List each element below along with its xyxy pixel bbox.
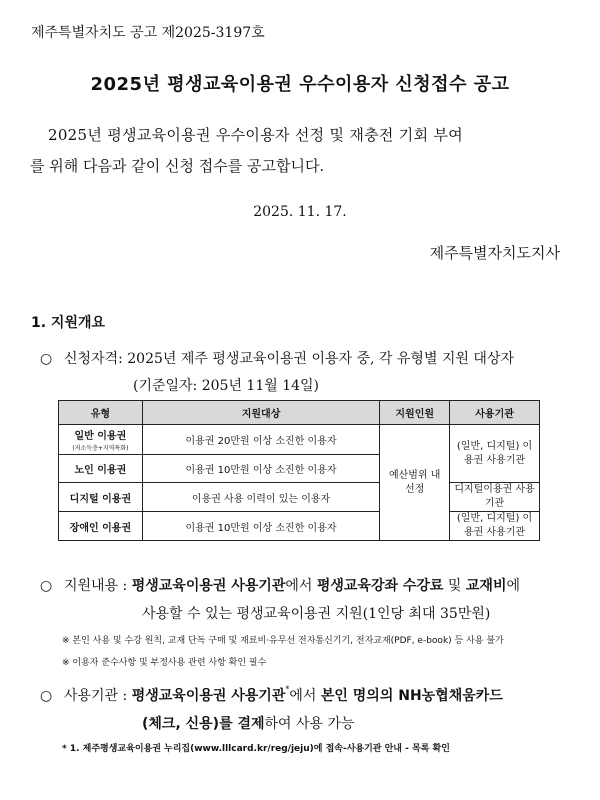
table-row [59,512,540,541]
intro-line-2: 를 위해 다음과 같이 신청 접수를 공고합니다. [30,157,325,175]
target-cell: 이용권 20만원 이상 소진한 이용자 [142,425,379,455]
support-text: 및 [443,578,466,594]
table-header: 지원대상 [142,401,379,425]
place-text: 에서 [289,688,321,704]
document-title: 2025년 평생교육이용권 우수이용자 신청접수 공고 [90,74,510,95]
usage-place-line-2 [142,713,355,733]
note-2: ※ 이용자 준수사항 및 부정사용 관련 사항 확인 필수 [62,658,267,668]
footnote-marker: * [285,685,290,694]
support-target-table [58,400,540,541]
intro-paragraph [30,120,570,182]
bullet-circle: ○ [40,688,53,704]
note-1: ※ 본인 사용 및 수강 원칙, 교재 단독 구매 및 재료비·유무선 전자통신기기, 전자교재(PDF, e-book) 등 사용 불가 [62,636,504,646]
target-cell: 이용권 사용 이력이 있는 이용자 [142,483,379,512]
type-cell: 장애인 이용권 [59,512,143,541]
table-row [59,425,540,455]
support-tuition: 평생교육강좌 수강료 [316,578,444,594]
notice-date: 2025. 11. 17. [253,204,347,220]
notice-number: 제주특별자치도 공고 제2025-3197호 [31,25,265,41]
issuer: 제주특별자치도지사 [429,244,560,262]
type-cell [59,425,143,455]
bullet-circle: ○ [40,351,53,367]
qualification-item [40,348,514,368]
type-sublabel: (저소득층+지역특화) [72,445,129,452]
place-payment: (체크, 신용)를 결제 [142,716,265,732]
support-text: 에서 [285,578,317,594]
table-header: 지원인원 [380,401,450,425]
table-header-row [59,401,540,425]
bullet-circle: ○ [40,578,53,594]
section-heading: 1. 지원개요 [31,315,106,331]
agency-cell: 디지털이용권 사용기관 [450,483,540,512]
target-cell: 이용권 10만원 이상 소진한 이용자 [142,512,379,541]
table-header: 유형 [59,401,143,425]
quota-cell: 예산범위 내 선정 [380,425,450,541]
qualification-text: 신청자격: 2025년 제주 평생교육이용권 이용자 중, 각 유형별 지원 대상자 [64,351,514,367]
support-content-line-2: 사용할 수 있는 평생교육이용권 지원(1인당 최대 35만원) [142,606,491,622]
type-cell: 노인 이용권 [59,455,143,483]
target-cell: 이용권 10만원 이상 소진한 이용자 [142,455,379,483]
table-row [59,483,540,512]
support-content-item [40,575,520,595]
support-label: 지원내용 : [64,578,132,594]
type-cell: 디지털 이용권 [59,483,143,512]
place-card: 본인 명의의 NH농협채움카드 [320,688,503,704]
support-agency: 평생교육이용권 사용기관 [131,578,286,594]
intro-line-1: 2025년 평생교육이용권 우수이용자 선정 및 재충전 기회 부여 [48,126,464,144]
type-label: 일반 이용권 [74,431,127,442]
place-label: 사용기관 : [64,688,132,704]
place-agency: 평생교육이용권 사용기관 [131,688,286,704]
support-textbook: 교재비 [465,578,507,594]
support-text: 에 [506,578,520,594]
footnote: * 1. 제주평생교육이용권 누리집(www.lllcard.kr/reg/jeju)에 접속-사용기관 안내 - 목록 확인 [62,744,450,754]
agency-cell: (일반, 디지털) 이용권 사용기관 [450,512,540,541]
table-header: 사용기관 [450,401,540,425]
place-text: 하여 사용 가능 [264,716,355,732]
usage-place-item [40,685,503,705]
qualification-reference-date: (기준일자: 205년 11월 14일) [133,378,320,394]
agency-cell: (일반, 디지털) 이용권 사용기관 [450,425,540,483]
